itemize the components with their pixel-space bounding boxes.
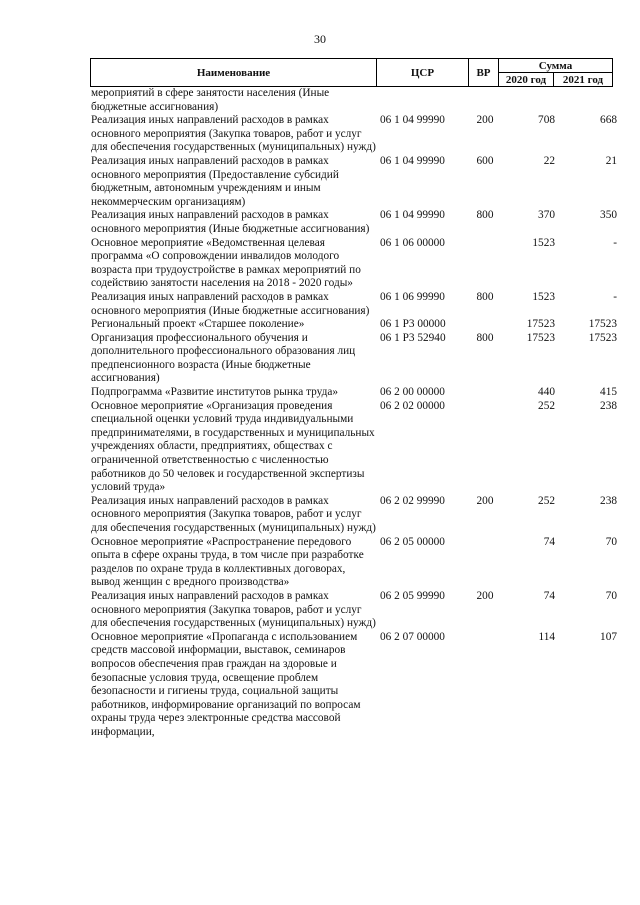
- row-name: мероприятий в сфере занятости населения (Иные бюджетные ассигнования): [91, 87, 330, 113]
- row-name: Организация профессионального обучения и дополнительного профессионального образования лиц предпенсионного возраста (Иные бюджетные ассигнования): [91, 331, 356, 385]
- row-vr: [470, 386, 500, 400]
- row-vr: 800: [476, 331, 494, 344]
- row-name: Подпрограмма «Развитие институтов рынка труда»: [91, 386, 339, 399]
- row-sum-2021: 70: [605, 535, 617, 548]
- row-sum-2021: 17523: [588, 318, 617, 331]
- row-csr: 06 2 00 00000: [380, 386, 445, 399]
- row-sum-2021: 415: [600, 386, 617, 399]
- row-vr: [470, 631, 500, 740]
- row-sum-2021: 238: [600, 494, 617, 507]
- row-vr: [470, 87, 500, 114]
- row-name: Реализация иных направлений расходов в рамках основного мероприятия (Иные бюджетные ассигнования): [91, 290, 370, 317]
- row-sum-2020: 708: [538, 114, 555, 127]
- row-name: Основное мероприятие «Пропаганда с использованием средств массовой информации, выставок, семинаров вопросов обеспечения прав граждан на здоровые и безопасные условия труда, освещение проблем безопасности и гигиены труда, социальной защиты работников, информирование организаций по вопросам охраны труда через электронные средства массовой информации,: [91, 630, 361, 738]
- row-csr: 06 2 05 99990: [380, 589, 445, 602]
- table-body: [90, 87, 617, 740]
- row-sum-2021: 668: [600, 114, 617, 127]
- row-sum-2020: [500, 87, 555, 114]
- row-name: Основное мероприятие «Распространение передового опыта в сфере охраны труда, в том числе при разработке разделов по охране труда в коллективных договорах, вывод женщин с вредного производства»: [91, 535, 364, 589]
- row-sum-2021: 17523: [588, 331, 617, 344]
- row-vr: [470, 400, 500, 495]
- row-sum-2020: 252: [538, 494, 555, 507]
- row-sum-2021: 350: [600, 209, 617, 222]
- table-row: [90, 399, 617, 495]
- row-csr: 06 1 06 99990: [380, 290, 445, 303]
- row-vr: 200: [476, 494, 494, 507]
- row-csr: 06 2 02 99990: [380, 494, 445, 507]
- row-sum-2020: 17523: [526, 331, 555, 344]
- header-csr: ЦСР: [377, 59, 469, 87]
- row-sum-2020: 74: [543, 535, 555, 548]
- page-number: 30: [314, 32, 326, 46]
- row-sum-2021: -: [613, 290, 617, 303]
- row-vr: [470, 536, 500, 590]
- row-vr: [470, 237, 500, 291]
- table-row: [90, 589, 617, 631]
- table-row: [90, 386, 617, 400]
- row-vr: 600: [476, 154, 494, 167]
- table-row: [90, 87, 612, 114]
- row-name: Реализация иных направлений расходов в рамках основного мероприятия (Иные бюджетные ассигнования): [91, 209, 370, 235]
- header-name: Наименование: [91, 59, 377, 87]
- row-csr: 06 1 04 99990: [380, 114, 445, 127]
- row-csr: 06 2 05 00000: [380, 535, 445, 548]
- table-header: [90, 58, 613, 87]
- row-sum-2020: 1523: [532, 236, 555, 249]
- row-csr: 06 1 04 99990: [380, 209, 445, 222]
- header-vr: ВР: [469, 59, 499, 87]
- row-csr: [376, 87, 470, 114]
- row-vr: 800: [476, 209, 494, 222]
- row-sum-2020: 1523: [532, 290, 555, 303]
- table-row: [90, 535, 617, 590]
- table-row: [90, 209, 617, 236]
- row-csr: 06 1 P3 52940: [380, 331, 446, 344]
- header-year-2021: 2021 год: [554, 73, 613, 87]
- row-vr: 800: [476, 290, 494, 303]
- row-sum-2020: 17523: [526, 318, 555, 331]
- budget-table: [90, 58, 617, 740]
- row-sum-2021: -: [613, 236, 617, 249]
- row-csr: 06 1 06 00000: [380, 236, 445, 249]
- row-csr: 06 2 07 00000: [380, 630, 445, 643]
- row-sum-2020: 22: [543, 154, 555, 167]
- row-name: Реализация иных направлений расходов в рамках основного мероприятия (Предоставление субсидий бюджетным, автономным учреждениям и иным некоммерческим организациям): [91, 154, 339, 208]
- row-sum-2021: 107: [600, 630, 617, 643]
- row-sum-2020: 114: [538, 630, 555, 643]
- header-year-2020: 2020 год: [499, 73, 554, 87]
- row-vr: 200: [476, 589, 494, 602]
- row-name: Основное мероприятие «Организация проведения специальной оценки условий труда индивидуальными предпринимателями, в государственных и муниципальных учреждениях области, предприятиях, обществах с ограниченной ответственностью с численностью работников до 50 человек и государственной экспертизы условий труда»: [91, 399, 375, 494]
- table-row: [90, 290, 617, 318]
- row-sum-2020: 74: [543, 589, 555, 602]
- row-name: Реализация иных направлений расходов в рамках основного мероприятия (Закупка товаров, работ и услуг для обеспечения государственных (муниципальных) нужд): [91, 114, 376, 154]
- row-sum-2021: [555, 87, 619, 114]
- row-vr: [470, 318, 500, 332]
- row-sum-2021: 238: [600, 399, 617, 412]
- row-name: Реализация иных направлений расходов в рамках основного мероприятия (Закупка товаров, работ и услуг для обеспечения государственных (муниципальных) нужд): [91, 494, 376, 534]
- row-name: Реализация иных направлений расходов в рамках основного мероприятия (Закупка товаров, работ и услуг для обеспечения государственных (муниципальных) нужд): [91, 589, 376, 630]
- row-sum-2020: 370: [538, 209, 555, 222]
- table-row: [90, 318, 617, 332]
- table-row: [90, 114, 617, 155]
- table-row: [90, 154, 617, 209]
- table-row: [90, 494, 617, 536]
- row-sum-2020: 440: [538, 386, 555, 399]
- row-sum-2021: 70: [605, 589, 617, 602]
- row-csr: 06 1 04 99990: [380, 154, 445, 167]
- table-row: [90, 630, 617, 740]
- table-row: [90, 236, 617, 291]
- row-name: Региональный проект «Старшее поколение»: [91, 318, 305, 331]
- row-vr: 200: [476, 114, 494, 127]
- row-csr: 06 2 02 00000: [380, 399, 445, 412]
- table-row: [90, 331, 617, 386]
- header-sum: Сумма: [499, 59, 613, 73]
- row-name: Основное мероприятие «Ведомственная целевая программа «О сопровождении инвалидов молодого возраста при трудоустройстве в рамках мероприятий по содействию занятости населения на 2018 - 2020 годы»: [91, 236, 361, 290]
- row-sum-2021: 21: [605, 154, 617, 167]
- row-csr: 06 1 P3 00000: [380, 318, 446, 331]
- row-sum-2020: 252: [538, 399, 555, 412]
